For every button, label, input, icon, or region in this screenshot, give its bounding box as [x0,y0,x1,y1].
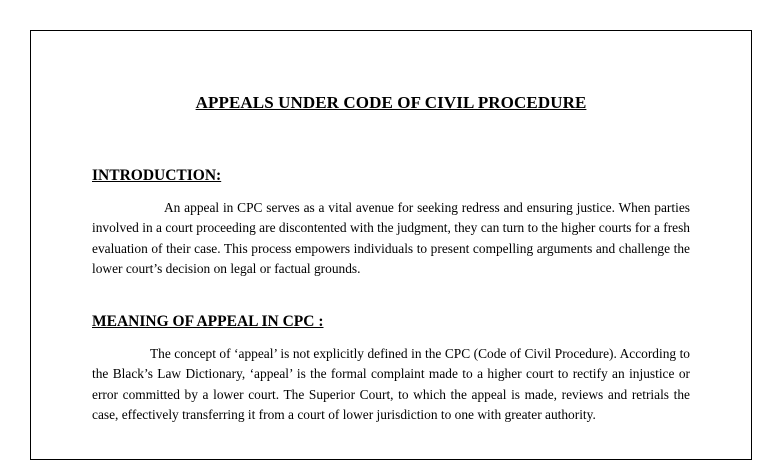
section-paragraph-meaning-of-appeal: The concept of ‘appeal’ is not explicitly defined in the CPC (Code of Civil Procedure). According to the Black’s Law Dictionary, ‘appeal’ is the formal complaint made to a higher court to rectify an injustice or error committed by a lower court. The Superior Court, to which the appeal is made, reviews and retrials the case, effectively transferring it from a court of lower jurisdiction to one with greater authority. [92,346,690,423]
section-heading-meaning-of-appeal: MEANING OF APPEAL IN CPC : [92,313,324,330]
document-title: APPEALS UNDER CODE OF CIVIL PROCEDURE [195,93,587,112]
document-page [30,30,752,460]
section-paragraph-introduction: An appeal in CPC serves as a vital avenue for seeking redress and ensuring justice. When parties involved in a court proceeding are discontented with the judgment, they can turn to the higher courts for a fresh evaluation of their case. This process empowers individuals to present compelling arguments and challenge the lower court’s decision on legal or factual grounds. [92,200,690,277]
section-heading-introduction: INTRODUCTION: [92,167,222,184]
